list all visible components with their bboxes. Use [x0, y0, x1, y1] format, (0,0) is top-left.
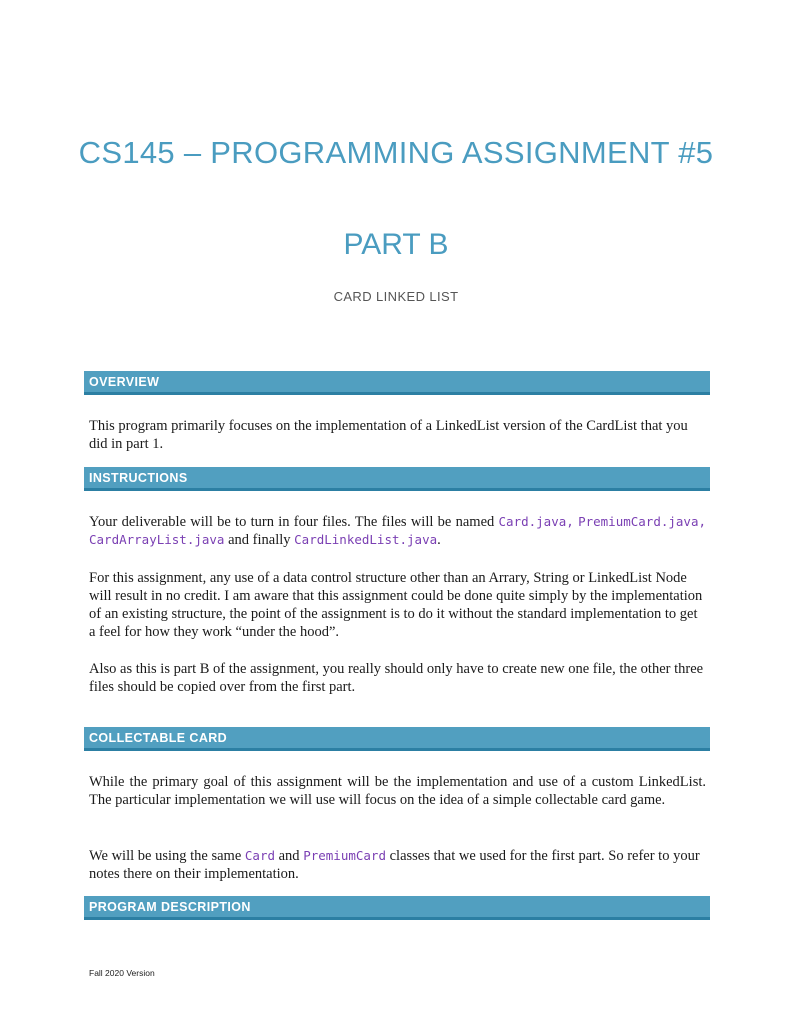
collectable-paragraph-goal: While the primary goal of this assignment will be the implementation and use of a custom LinkedList. The particular implementation we will use will focus on the idea of a simple collectable card game.: [89, 774, 706, 808]
text-run: classes that we used for the first part. So refer to your notes there on their implementation.: [89, 848, 700, 882]
text-run: Your deliverable will be to turn in four files. The files will be named: [89, 514, 499, 530]
instructions-paragraph-part-b: Also as this is part B of the assignment, you really should only have to create new one file, the other three files should be copied over from the first part.: [89, 661, 704, 695]
code-card-java: Card.java,: [498, 514, 574, 529]
collectable-paragraph-classes: [89, 847, 706, 883]
instructions-heading: INSTRUCTIONS: [84, 467, 710, 491]
code-card: Card: [244, 848, 275, 863]
code-premium-array-java: PremiumCard.java, CardArrayList.java: [89, 514, 706, 547]
text-run: .: [437, 532, 441, 548]
overview-paragraph: This program primarily focuses on the implementation of a LinkedList version of the CardList that you did in part 1.: [89, 418, 688, 452]
program-description-heading: PROGRAM DESCRIPTION: [84, 896, 710, 920]
collectable-card-heading: COLLECTABLE CARD: [84, 727, 710, 751]
part-title: PART B: [343, 228, 449, 261]
instructions-paragraph-structures: For this assignment, any use of a data control structure other than an Arrary, String or LinkedList Node will result in no credit. I am aware that this assignment could be done quite simply by the implementation of an existing structure, the point of the assignment is to do it without the standard implementation to get a feel for how they work “under the hood”.: [89, 570, 703, 640]
overview-heading: OVERVIEW: [84, 371, 710, 395]
code-card-linked-list-java: CardLinkedList.java: [294, 532, 438, 547]
code-premium-card: PremiumCard: [303, 848, 386, 863]
document-subtitle: CARD LINKED LIST: [333, 289, 459, 304]
instructions-paragraph-files: [89, 513, 706, 549]
footer-version: Fall 2020 Version: [89, 968, 155, 978]
text-run: and finally: [224, 532, 295, 548]
text-run: and: [275, 848, 304, 864]
document-title: CS145 – PROGRAMMING ASSIGNMENT #5: [78, 135, 714, 170]
text-run: We will be using the same: [89, 848, 245, 864]
